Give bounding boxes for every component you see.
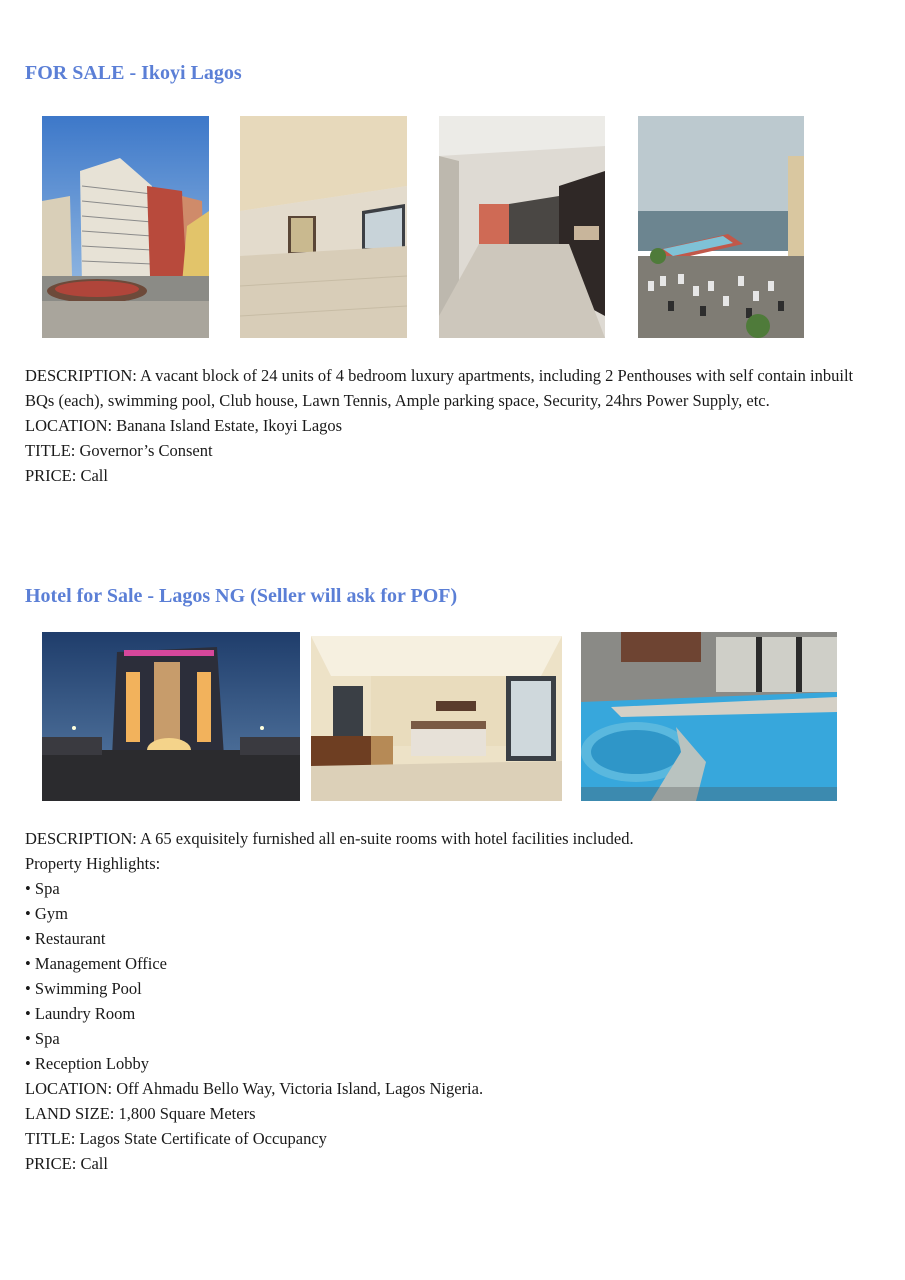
list-item: • Reception Lobby (25, 1051, 885, 1076)
apartment-exterior-photo (42, 116, 209, 338)
listing1-price: PRICE: Call (25, 466, 108, 485)
listing2-location: LOCATION: Off Ahmadu Bello Way, Victoria Island, Lagos Nigeria. (25, 1079, 484, 1098)
listing2-heading: Hotel for Sale - Lagos NG (Seller will ask for POF) (25, 585, 458, 607)
list-item: • Swimming Pool (25, 976, 885, 1001)
hotel-bedroom-photo (311, 636, 562, 801)
listing2-details (25, 826, 885, 1176)
hotel-exterior-photo (42, 632, 300, 801)
list-item: • Spa (25, 876, 885, 901)
hotel-pool-photo (581, 632, 837, 801)
list-item: • Management Office (25, 951, 885, 976)
listing1-title: TITLE: Governor’s Consent (25, 441, 213, 460)
list-item: • Gym (25, 901, 885, 926)
list-item: • Laundry Room (25, 1001, 885, 1026)
empty-room-photo (240, 116, 407, 338)
listing1-description: DESCRIPTION: A vacant block of 24 units of 4 bedroom luxury apartments, including 2 Penthouses with self contain inbuilt BQs (each), swimming pool, Club house, Lawn Tennis, Ample parking space, Security, 24hrs Power Supply, etc. (25, 366, 854, 410)
kitchen-photo (439, 116, 605, 338)
listing1-details (25, 363, 885, 488)
listing2-title: TITLE: Lagos State Certificate of Occupancy (25, 1129, 327, 1148)
listing1-heading: FOR SALE - Ikoyi Lagos (25, 62, 242, 84)
list-item: • Restaurant (25, 926, 885, 951)
list-item: • Spa (25, 1026, 885, 1051)
listing2-land-size: LAND SIZE: 1,800 Square Meters (25, 1104, 256, 1123)
aerial-lagoon-photo (638, 116, 804, 338)
highlights-list (25, 876, 885, 1076)
listing2-price: PRICE: Call (25, 1154, 108, 1173)
listing2-description: DESCRIPTION: A 65 exquisitely furnished all en-suite rooms with hotel facilities included. (25, 829, 634, 848)
listing2-highlights-label: Property Highlights: (25, 854, 161, 873)
listing1-location: LOCATION: Banana Island Estate, Ikoyi Lagos (25, 416, 343, 435)
